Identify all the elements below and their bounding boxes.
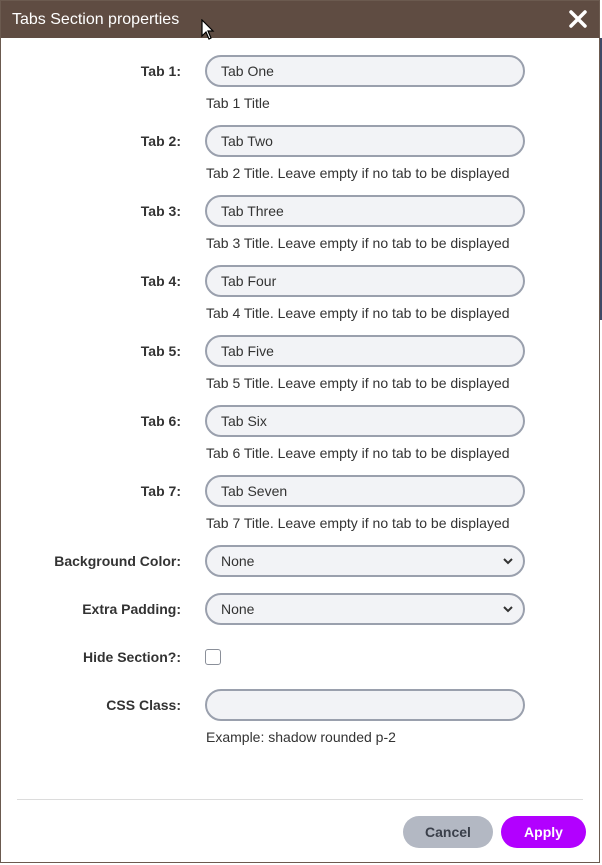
tab-6-label: Tab 6: — [140, 413, 181, 429]
hide-section-checkbox[interactable] — [205, 649, 221, 665]
tab-1-help: Tab 1 Title — [206, 95, 270, 111]
dialog-title: Tabs Section properties — [12, 11, 180, 28]
tab-7-help: Tab 7 Title. Leave empty if no tab to be displayed — [206, 515, 510, 531]
footer-divider — [17, 799, 583, 800]
tab-3-label: Tab 3: — [140, 203, 181, 219]
mouse-cursor-icon — [201, 19, 215, 41]
tab-3-help: Tab 3 Title. Leave empty if no tab to be displayed — [206, 235, 510, 251]
apply-button[interactable]: Apply — [501, 816, 586, 848]
css-class-label: CSS Class: — [106, 697, 181, 713]
extra-padding-label: Extra Padding: — [82, 601, 181, 617]
hide-section-label: Hide Section?: — [82, 649, 181, 665]
tab-5-help: Tab 5 Title. Leave empty if no tab to be displayed — [206, 375, 510, 391]
tab-2-input[interactable]: Tab Two — [205, 125, 525, 157]
css-class-help: Example: shadow rounded p-2 — [206, 729, 396, 745]
cancel-button[interactable]: Cancel — [403, 816, 493, 848]
tab-7-input[interactable]: Tab Seven — [205, 475, 525, 507]
tab-2-label: Tab 2: — [140, 133, 181, 149]
tab-1-label: Tab 1: — [140, 63, 181, 79]
tab-6-input[interactable]: Tab Six — [205, 405, 525, 437]
tab-5-label: Tab 5: — [140, 343, 181, 359]
background-color-select[interactable] — [205, 545, 525, 577]
css-class-input[interactable] — [205, 689, 525, 721]
tab-3-input[interactable]: Tab Three — [205, 195, 525, 227]
tab-1-input[interactable]: Tab One — [205, 55, 525, 87]
tab-4-input[interactable]: Tab Four — [205, 265, 525, 297]
tab-5-input[interactable]: Tab Five — [205, 335, 525, 367]
background-color-label: Background Color: — [54, 553, 181, 569]
tab-4-label: Tab 4: — [140, 273, 181, 289]
dialog-titlebar — [1, 1, 599, 38]
chevron-down-icon — [503, 606, 513, 613]
extra-padding-value: None — [221, 601, 255, 617]
background-color-value: None — [221, 553, 255, 569]
extra-padding-select[interactable] — [205, 593, 525, 625]
tab-4-help: Tab 4 Title. Leave empty if no tab to be displayed — [206, 305, 510, 321]
chevron-down-icon — [503, 558, 513, 565]
tab-7-label: Tab 7: — [140, 483, 181, 499]
close-icon[interactable] — [565, 6, 591, 32]
tab-6-help: Tab 6 Title. Leave empty if no tab to be displayed — [206, 445, 510, 461]
tab-2-help: Tab 2 Title. Leave empty if no tab to be displayed — [206, 165, 510, 181]
